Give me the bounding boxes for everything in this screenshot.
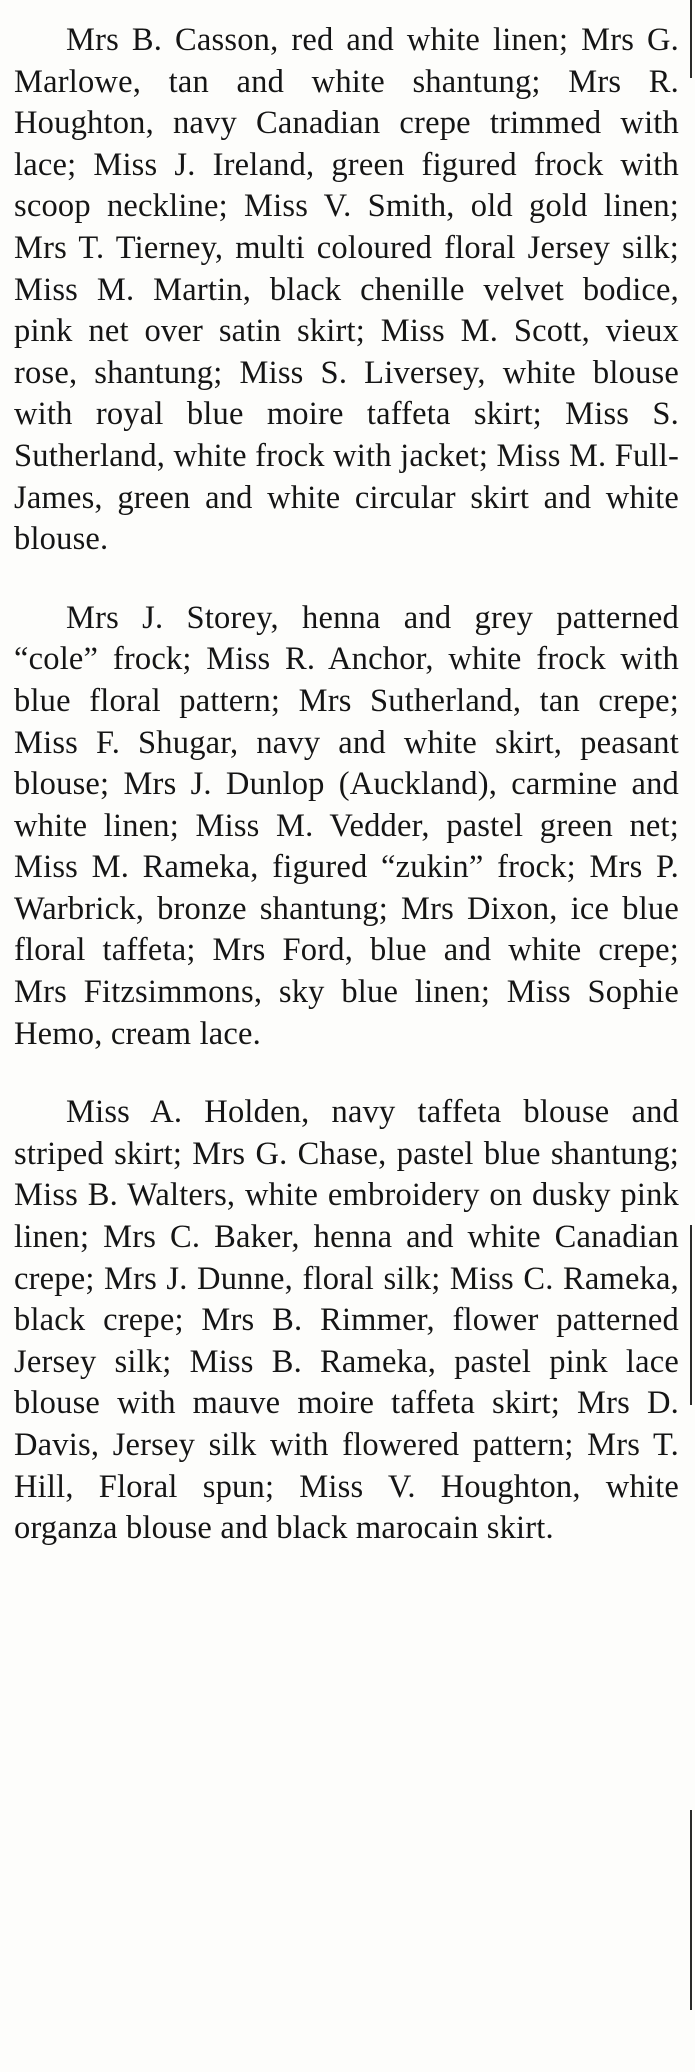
column-rule (690, 1810, 692, 2010)
article-column (14, 20, 679, 1550)
column-rule (690, 1225, 692, 1405)
column-rule (690, 0, 692, 78)
paragraph-3: Miss A. Holden, navy taffeta blouse and striped skirt; Mrs G. Chase, pastel blue shantung; Miss B. Walters, white embroidery on dusky pink linen; Mrs C. Baker, henna and white Canadian crepe; Mrs J. Dunne, floral silk; Miss C. Rameka, black crepe; Mrs B. Rimmer, flower patterned Jersey silk; Miss B. Rameka, pastel pink lace blouse with mauve moire taffeta skirt; Mrs D. Davis, Jersey silk with flowered pattern; Mrs T. Hill, Floral spun; Miss V. Houghton, white organza blouse and black marocain skirt. (14, 1094, 679, 1547)
paragraph-1: Mrs B. Casson, red and white linen; Mrs G. Marlowe, tan and white shantung; Mrs R. Houghton, navy Canadian crepe trimmed with lace; Miss J. Ireland, green figured frock with scoop neckline; Miss V. Smith, old gold linen; Mrs T. Tierney, multi coloured floral Jersey silk; Miss M. Martin, black chenille velvet bodice, pink net over satin skirt; Miss M. Scott, vieux rose, shantung; Miss S. Liversey, white blouse with royal blue moire taffeta skirt; Miss S. Sutherland, white frock with jacket; Miss M. Full-James, green and white circular skirt and white blouse. (14, 22, 679, 558)
paragraph-2: Mrs J. Storey, henna and grey patterned “cole” frock; Miss R. Anchor, white frock with blue floral pattern; Mrs Sutherland, tan crepe; Miss F. Shugar, navy and white skirt, peasant blouse; Mrs J. Dunlop (Auckland), carmine and white linen; Miss M. Vedder, pastel green net; Miss M. Rameka, figured “zukin” frock; Mrs P. Warbrick, bronze shantung; Mrs Dixon, ice blue floral taffeta; Mrs Ford, blue and white crepe; Mrs Fitzsimmons, sky blue linen; Miss Sophie Hemo, cream lace. (14, 599, 679, 1052)
